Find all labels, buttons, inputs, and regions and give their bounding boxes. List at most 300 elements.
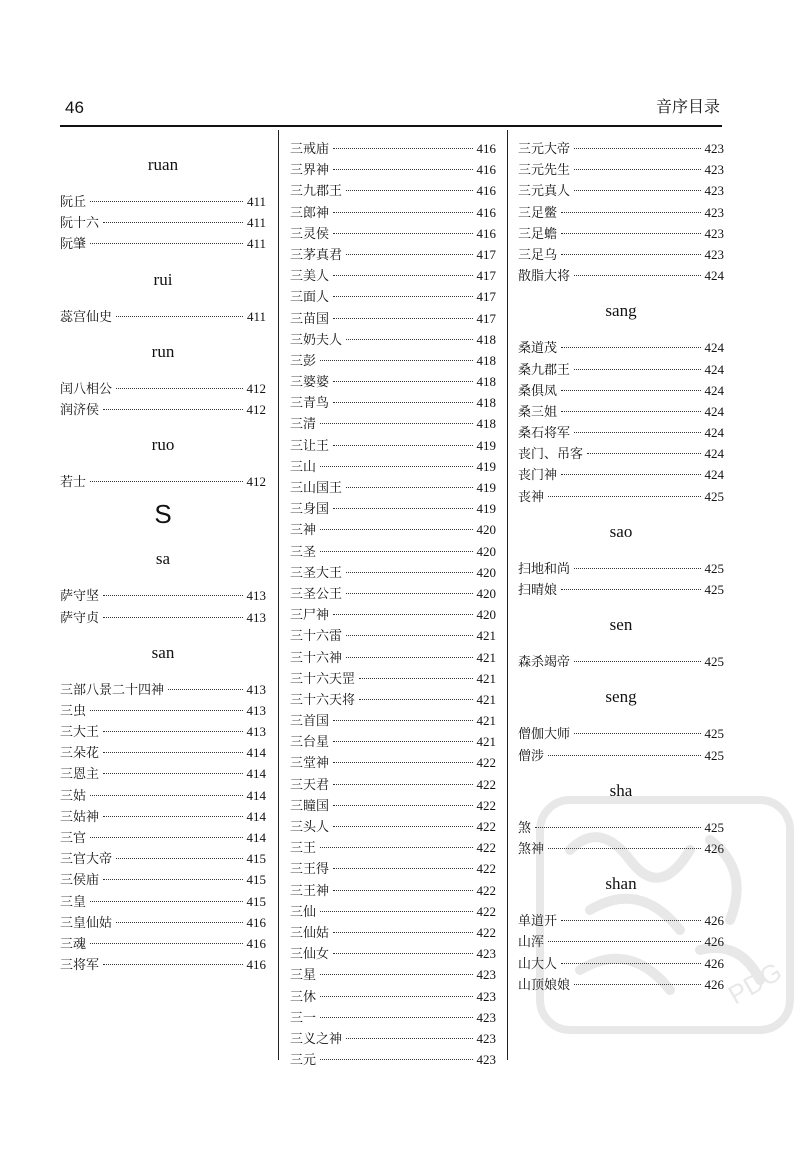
dot-leader (574, 432, 700, 433)
dot-leader (346, 593, 472, 594)
dot-leader (320, 911, 472, 912)
index-entry (518, 464, 724, 485)
entry-name: 三尸神 (290, 608, 330, 624)
index-entry (60, 763, 266, 784)
dot-leader (548, 496, 700, 497)
dot-leader (333, 932, 472, 933)
entry-page-number: 417 (476, 246, 496, 262)
index-entry (290, 943, 496, 964)
entry-name: 单道开 (518, 914, 558, 930)
dot-leader (320, 529, 472, 530)
entry-page-number: 424 (704, 361, 724, 377)
entry-name: 三侯庙 (60, 873, 100, 889)
entry-name: 萨守坚 (60, 589, 100, 605)
entry-page-number: 426 (704, 840, 724, 856)
index-entry (290, 583, 496, 604)
dot-leader (574, 369, 700, 370)
dot-leader (346, 487, 472, 488)
entry-page-number: 423 (476, 967, 496, 983)
entry-name: 三戒庙 (290, 142, 330, 157)
entry-page-number: 415 (246, 893, 266, 909)
dot-leader (333, 233, 472, 234)
entry-name: 三山国王 (290, 481, 343, 496)
index-entry (60, 869, 266, 890)
dot-leader (574, 733, 700, 734)
index-entry (518, 180, 724, 201)
dot-leader (90, 201, 243, 202)
entry-name: 三十六天罡 (290, 671, 356, 687)
entry-name: 三圣大王 (290, 565, 343, 581)
entry-name: 三仙姑 (290, 925, 330, 941)
entry-page-number: 416 (246, 914, 266, 930)
dot-leader (320, 847, 472, 848)
index-entry (290, 541, 496, 562)
index-entry (290, 731, 496, 752)
letter-heading: S (154, 499, 172, 530)
entry-name: 三姑 (60, 788, 87, 804)
entry-name: 山顶娘娘 (518, 977, 571, 993)
watermark-seal-icon (530, 790, 800, 1040)
dot-leader (103, 773, 242, 774)
dot-leader (333, 720, 472, 721)
entry-name: 三界神 (290, 163, 330, 179)
entry-name: 三身国 (290, 502, 330, 518)
entry-name: 三官 (60, 831, 87, 846)
entry-page-number: 411 (246, 215, 266, 231)
entry-page-number: 420 (476, 522, 496, 538)
index-entry (60, 912, 266, 933)
index-entry (518, 579, 724, 600)
entry-name: 三青鸟 (290, 396, 330, 412)
entry-page-number: 420 (476, 543, 496, 559)
page-number: 46 (65, 98, 84, 117)
index-entry (290, 752, 496, 773)
entry-page-number: 419 (476, 480, 496, 495)
index-entry (290, 901, 496, 922)
entry-page-number: 425 (704, 654, 724, 670)
entry-name: 丧门神 (518, 468, 558, 484)
dot-leader (103, 879, 242, 880)
entry-page-number: 426 (704, 913, 724, 929)
entry-page-number: 423 (476, 988, 496, 1004)
index-entry (290, 922, 496, 943)
index-entry (290, 477, 496, 498)
index-entry (290, 1049, 496, 1070)
dot-leader (346, 1038, 472, 1039)
entry-page-number: 419 (476, 437, 496, 453)
index-entry (290, 456, 496, 477)
entry-page-number: 420 (476, 585, 496, 601)
entry-page-number: 412 (246, 401, 266, 417)
entry-page-number: 417 (476, 289, 496, 305)
dot-leader (561, 474, 700, 475)
entry-name: 三美人 (290, 269, 330, 285)
entry-page-number: 424 (704, 340, 724, 356)
entry-name: 三圣公王 (290, 586, 343, 602)
dot-leader (574, 169, 700, 170)
entry-name: 煞 (518, 820, 532, 836)
dot-leader (574, 275, 700, 276)
entry-name: 森杀竭帝 (518, 655, 571, 671)
dot-leader (103, 964, 242, 965)
entry-name: 阮丘 (60, 195, 87, 210)
entry-name: 三部八景二十四神 (60, 682, 165, 698)
entry-name: 三足鳖 (518, 205, 558, 221)
entry-page-number: 425 (704, 819, 724, 835)
entry-page-number: 422 (476, 755, 496, 771)
entry-name: 阮十六 (60, 216, 100, 232)
entry-page-number: 417 (476, 268, 496, 284)
index-entry (60, 233, 266, 254)
index-entry (60, 891, 266, 912)
entry-page-number: 422 (476, 840, 496, 856)
pinyin-section-heading: sao (609, 521, 633, 541)
dot-leader (561, 212, 700, 213)
index-entry (518, 401, 724, 422)
dot-leader (333, 953, 472, 954)
entry-name: 三奶夫人 (290, 332, 343, 348)
index-entry (518, 558, 724, 579)
entry-name: 三休 (290, 989, 317, 1005)
index-entry (518, 138, 724, 159)
dot-leader (561, 233, 700, 234)
index-entry (290, 858, 496, 879)
entry-name: 三灵侯 (290, 226, 330, 242)
pinyin-section-heading: sa (155, 549, 171, 569)
entry-page-number: 416 (246, 957, 266, 973)
entry-name: 三面人 (290, 290, 330, 306)
entry-name: 三清 (290, 417, 317, 433)
dot-leader (333, 381, 472, 382)
entry-page-number: 423 (476, 946, 496, 962)
entry-name: 三足乌 (518, 247, 558, 263)
index-entry (290, 964, 496, 985)
dot-leader (333, 784, 472, 785)
index-entry (518, 159, 724, 180)
entry-name: 山大人 (518, 956, 558, 972)
entry-name: 三神 (290, 523, 317, 539)
dot-leader (333, 508, 472, 509)
entry-name: 桑三姐 (518, 404, 558, 420)
entry-name: 三义之神 (290, 1031, 343, 1047)
dot-leader (333, 826, 472, 827)
index-entry (290, 1007, 496, 1028)
entry-name: 阮肇 (60, 237, 87, 253)
entry-name: 三十六天将 (290, 692, 356, 708)
entry-name: 三堂神 (290, 756, 330, 772)
dot-leader (320, 974, 472, 975)
dot-leader (346, 339, 472, 340)
entry-page-number: 416 (476, 183, 496, 199)
entry-name: 三苗国 (290, 311, 330, 327)
index-entry (60, 933, 266, 954)
dot-leader (320, 1017, 472, 1018)
index-entry (290, 329, 496, 350)
entry-name: 三大王 (60, 725, 100, 741)
index-entry (290, 710, 496, 731)
entry-page-number: 423 (704, 183, 724, 199)
dot-leader (320, 360, 472, 361)
dot-leader (103, 752, 242, 753)
entry-page-number: 421 (476, 734, 496, 750)
entry-name: 三星 (290, 968, 317, 984)
entry-page-number: 423 (476, 1052, 496, 1068)
entry-name: 桑石将军 (518, 426, 571, 442)
index-entry (290, 371, 496, 392)
entry-page-number: 424 (704, 403, 724, 419)
entry-page-number: 416 (476, 141, 496, 156)
entry-name: 三仙女 (290, 947, 330, 963)
entry-page-number: 420 (476, 564, 496, 580)
index-entry (518, 723, 724, 744)
pinyin-section-heading: shan (605, 874, 637, 894)
entry-page-number: 426 (704, 955, 724, 971)
entry-page-number: 423 (704, 204, 724, 220)
entry-page-number: 423 (704, 225, 724, 241)
dot-leader (103, 595, 242, 596)
dot-leader (90, 943, 242, 944)
dot-leader (90, 243, 243, 244)
dot-leader (320, 1059, 472, 1060)
dot-leader (320, 996, 472, 997)
index-entry (518, 443, 724, 464)
entry-name: 萨守贞 (60, 610, 100, 626)
entry-page-number: 420 (476, 607, 496, 623)
dot-leader (346, 190, 472, 191)
entry-page-number: 416 (476, 162, 496, 178)
watermark-text: PDG (723, 956, 787, 1011)
entry-page-number: 425 (704, 560, 724, 576)
index-entry (290, 604, 496, 625)
index-entry (290, 202, 496, 223)
dot-leader (333, 212, 472, 213)
entry-name: 扫地和尚 (518, 561, 571, 577)
index-column-2 (290, 138, 496, 1070)
index-entry (290, 880, 496, 901)
entry-name: 丧门、吊客 (518, 447, 584, 463)
entry-name: 闰八相公 (60, 381, 113, 397)
entry-name: 三婆婆 (290, 375, 330, 391)
entry-name: 三十六雷 (290, 629, 343, 645)
entry-name: 三姑神 (60, 809, 100, 825)
index-entry (60, 806, 266, 827)
dot-leader (320, 551, 472, 552)
entry-name: 三仙 (290, 904, 317, 920)
entry-name: 三圣 (290, 544, 317, 560)
dot-leader (346, 657, 472, 658)
entry-page-number: 414 (246, 766, 266, 782)
entry-page-number: 416 (246, 935, 266, 951)
entry-page-number: 412 (246, 380, 266, 396)
entry-page-number: 418 (476, 352, 496, 368)
dot-leader (561, 589, 700, 590)
dot-leader (333, 169, 472, 170)
entry-page-number: 411 (246, 236, 266, 252)
index-column-1 (60, 138, 266, 975)
entry-name: 丧神 (518, 489, 545, 505)
running-header-title: 音序目录 (655, 97, 720, 116)
dot-leader (359, 678, 472, 679)
entry-name: 三郎神 (290, 205, 330, 221)
dot-leader (90, 837, 242, 838)
entry-page-number: 422 (476, 861, 496, 877)
entry-name: 三虫 (60, 703, 87, 719)
entry-page-number: 425 (704, 747, 724, 763)
entry-name: 蕊宫仙史 (60, 309, 113, 325)
entry-page-number: 417 (476, 310, 496, 326)
entry-page-number: 422 (476, 882, 496, 898)
pinyin-section-heading: ruo (151, 435, 175, 455)
entry-name: 桑俱凤 (518, 383, 558, 399)
index-entry (60, 848, 266, 869)
index-entry (290, 392, 496, 413)
entry-page-number: 416 (476, 204, 496, 220)
dot-leader (103, 409, 242, 410)
entry-page-number: 415 (246, 851, 266, 867)
entry-page-number: 413 (246, 588, 266, 604)
dot-leader (574, 661, 700, 662)
pinyin-section-heading: sang (605, 301, 637, 321)
dot-leader (116, 316, 243, 317)
entry-name: 三皇仙姑 (60, 915, 113, 931)
entry-page-number: 424 (704, 446, 724, 462)
index-entry (60, 742, 266, 763)
dot-leader (346, 572, 472, 573)
dot-leader (333, 318, 472, 319)
entry-page-number: 426 (704, 934, 724, 950)
dot-leader (333, 275, 472, 276)
index-entry (290, 986, 496, 1007)
entry-page-number: 424 (704, 268, 724, 284)
index-entry (290, 308, 496, 329)
dot-leader (548, 755, 700, 756)
index-entry (518, 486, 724, 507)
entry-name: 若士 (60, 475, 87, 491)
entry-page-number: 422 (476, 797, 496, 813)
index-entry (290, 138, 496, 159)
entry-name: 三茅真君 (290, 247, 343, 263)
entry-page-number: 425 (704, 582, 724, 597)
entry-name: 三头人 (290, 820, 330, 835)
dot-leader (168, 689, 242, 690)
index-entry (290, 562, 496, 583)
entry-name: 三官大帝 (60, 852, 113, 868)
index-entry (290, 837, 496, 858)
dot-leader (587, 453, 700, 454)
index-entry (60, 585, 266, 606)
index-entry (290, 413, 496, 434)
entry-page-number: 414 (246, 830, 266, 845)
entry-page-number: 418 (476, 331, 496, 347)
dot-leader (574, 568, 700, 569)
entry-name: 三瞳国 (290, 798, 330, 814)
entry-name: 三山 (290, 459, 317, 475)
entry-name: 三让王 (290, 438, 330, 454)
entry-page-number: 421 (476, 691, 496, 707)
entry-page-number: 421 (476, 649, 496, 665)
index-entry (290, 816, 496, 837)
index-entry (290, 795, 496, 816)
entry-name: 三元先生 (518, 163, 571, 179)
dot-leader (103, 617, 242, 618)
entry-name: 三彭 (290, 353, 317, 369)
entry-page-number: 411 (246, 308, 266, 324)
entry-name: 煞神 (518, 841, 545, 857)
index-entry (60, 700, 266, 721)
pinyin-section-heading: ruan (147, 155, 179, 174)
index-entry (60, 785, 266, 806)
index-entry (290, 180, 496, 201)
dot-leader (90, 901, 242, 902)
entry-name: 山浑 (518, 935, 545, 951)
entry-page-number: 421 (476, 628, 496, 644)
dot-leader (333, 741, 472, 742)
entry-page-number: 418 (476, 416, 496, 432)
entry-name: 三皇 (60, 894, 87, 910)
entry-page-number: 423 (704, 246, 724, 262)
dot-leader (561, 411, 700, 412)
dot-leader (561, 347, 700, 348)
index-entry (290, 223, 496, 244)
entry-page-number: 423 (476, 1030, 496, 1046)
column-divider (278, 130, 279, 1060)
pinyin-section-heading: run (151, 341, 175, 361)
entry-name: 三元 (290, 1053, 317, 1069)
entry-name: 散脂大将 (518, 269, 571, 285)
entry-name: 三台星 (290, 735, 330, 751)
dot-leader (333, 296, 472, 297)
entry-name: 扫晴娘 (518, 583, 558, 598)
index-entry (518, 651, 724, 672)
dot-leader (333, 445, 472, 446)
index-entry (290, 668, 496, 689)
index-entry (60, 191, 266, 212)
index-entry (60, 471, 266, 492)
entry-name: 三十六神 (290, 650, 343, 666)
entry-page-number: 418 (476, 374, 496, 390)
dot-leader (333, 805, 472, 806)
dot-leader (561, 254, 700, 255)
dot-leader (333, 402, 472, 403)
entry-name: 僧涉 (518, 748, 545, 764)
dot-leader (103, 816, 242, 817)
entry-name: 三元真人 (518, 184, 571, 200)
header-rule (60, 125, 722, 127)
entry-page-number: 411 (246, 194, 266, 209)
index-entry (290, 286, 496, 307)
index-entry (518, 745, 724, 766)
dot-leader (574, 190, 700, 191)
index-entry (290, 774, 496, 795)
index-entry (290, 519, 496, 540)
index-entry (60, 827, 266, 848)
dot-leader (116, 388, 242, 389)
entry-name: 三朵花 (60, 746, 100, 762)
entry-name: 三王 (290, 841, 317, 857)
entry-name: 僧伽大师 (518, 727, 571, 743)
entry-name: 三元大帝 (518, 142, 571, 157)
dot-leader (333, 868, 472, 869)
entry-page-number: 421 (476, 713, 496, 729)
index-entry (290, 1028, 496, 1049)
entry-name: 三魂 (60, 936, 87, 952)
index-entry (518, 422, 724, 443)
dot-leader (103, 731, 242, 732)
entry-name: 桑道茂 (518, 341, 558, 357)
entry-page-number: 413 (246, 681, 266, 697)
dot-leader (346, 635, 472, 636)
pinyin-section-heading: rui (153, 269, 173, 289)
